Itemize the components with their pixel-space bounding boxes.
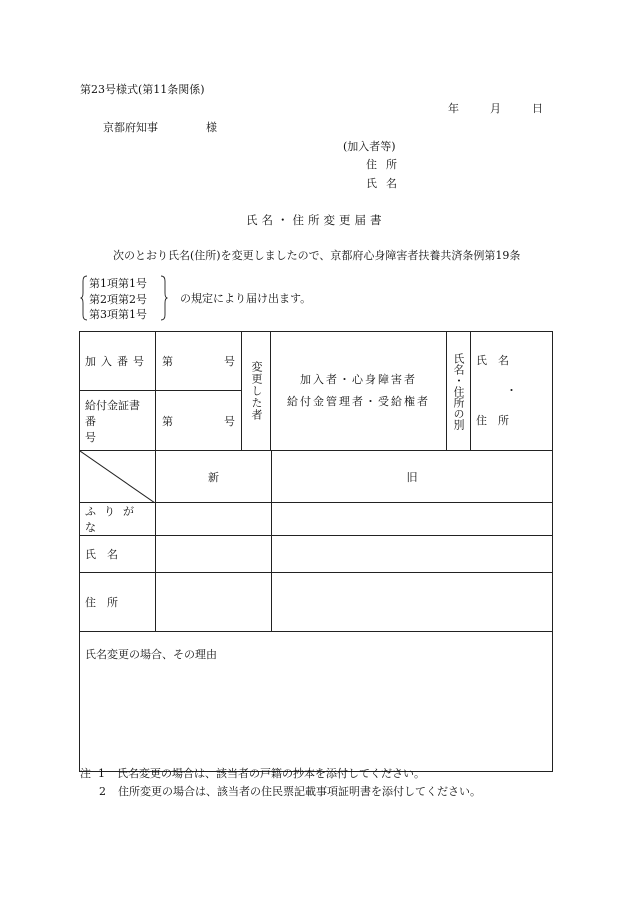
name-row-label-cell (80, 536, 156, 573)
old-name-field[interactable] (272, 536, 553, 573)
changer-type-1: 加入者・心身障害者 (300, 373, 417, 386)
note-2 (80, 783, 481, 799)
change-form-table (79, 331, 553, 772)
closing-text: の規定により届け出ます。 (180, 292, 312, 305)
date-day: 日 (532, 102, 543, 115)
note-number: 2 (99, 785, 106, 798)
date-line (448, 100, 543, 116)
furigana-label-cell (80, 503, 156, 536)
document-title: 氏名・住所変更届書 (246, 213, 386, 227)
clause-list (89, 276, 147, 323)
name-change-reason-label: 氏名変更の場合、その理由 (85, 648, 217, 661)
clause-item: 第2項第2号 (89, 292, 147, 306)
benefit-cert-label-1: 給付金証書 (85, 398, 140, 412)
dai-label: 第 (162, 414, 173, 428)
changer-type-cell[interactable] (271, 332, 447, 451)
applicant-name-label: 氏名 (366, 177, 406, 190)
kind-address-option: 住 所 (476, 414, 509, 427)
new-name-field[interactable] (156, 536, 272, 573)
old-column-header: 旧 (272, 451, 553, 503)
old-address-field[interactable] (272, 573, 553, 632)
address-row-label-cell (80, 573, 156, 632)
left-brace (80, 275, 88, 321)
old-furigana-field[interactable] (272, 503, 553, 536)
name-row-label: 氏 名 (85, 548, 118, 561)
go-label: 号 (224, 355, 235, 368)
intro-text: 次のとおり氏名(住所)を変更しましたので、京都府心身障害者扶養共済条例第19条 (113, 249, 521, 262)
changer-type-2: 給付金管理者・受給権者 (287, 395, 430, 408)
diagonal-header-cell (80, 451, 156, 503)
name-change-reason-field[interactable] (80, 632, 553, 772)
note-prefix: 注 (80, 767, 91, 780)
addressee (103, 119, 217, 135)
enrollment-number-label-cell (80, 332, 156, 391)
new-address-field[interactable] (156, 573, 272, 632)
benefit-cert-label-2-row (85, 413, 155, 445)
addressee-name: 京都府知事 (103, 121, 158, 134)
changer-label: 変更した者 (250, 361, 263, 421)
note-text: 氏名変更の場合は、該当者の戸籍の抄本を添付してください。 (117, 767, 425, 780)
date-year: 年 (448, 102, 459, 115)
dai-label: 第 (162, 355, 173, 368)
right-brace (160, 275, 168, 321)
changer-label-cell (242, 332, 271, 451)
clause-item: 第1項第1号 (89, 277, 147, 290)
form-number: 第23号様式(第11条関係) (80, 83, 205, 96)
change-kind-label-cell (447, 332, 471, 451)
change-kind-label: 氏名・住所の別 (452, 352, 465, 430)
new-furigana-field[interactable] (156, 503, 272, 536)
benefit-cert-label-cell (80, 391, 156, 451)
note-number: 1 (98, 767, 105, 780)
enrollment-number-field[interactable] (156, 332, 242, 391)
change-kind-options[interactable] (471, 332, 553, 451)
furigana-label: ふりがな (85, 505, 142, 534)
date-month: 月 (490, 102, 501, 115)
benefit-cert-label-2: 番号 (85, 414, 134, 444)
note-text: 住所変更の場合は、該当者の住民票記載事項証明書を添付してください。 (118, 785, 481, 798)
new-column-header: 新 (156, 451, 272, 503)
enrollment-number-label: 加入番号 (85, 355, 149, 368)
address-row-label: 住 所 (85, 596, 118, 609)
clause-item: 第3項第1号 (89, 308, 147, 321)
applicant-address-label: 住所 (366, 158, 406, 171)
applicant-label: (加入者等) (343, 140, 396, 153)
go-label: 号 (224, 414, 235, 428)
kind-separator: ・ (506, 384, 517, 397)
honorific: 様 (206, 121, 217, 134)
diagonal-line (80, 451, 155, 503)
clause-options (80, 275, 175, 321)
benefit-cert-number-field[interactable] (156, 391, 242, 451)
note-1 (80, 765, 425, 781)
kind-name-option: 氏 名 (476, 354, 509, 367)
